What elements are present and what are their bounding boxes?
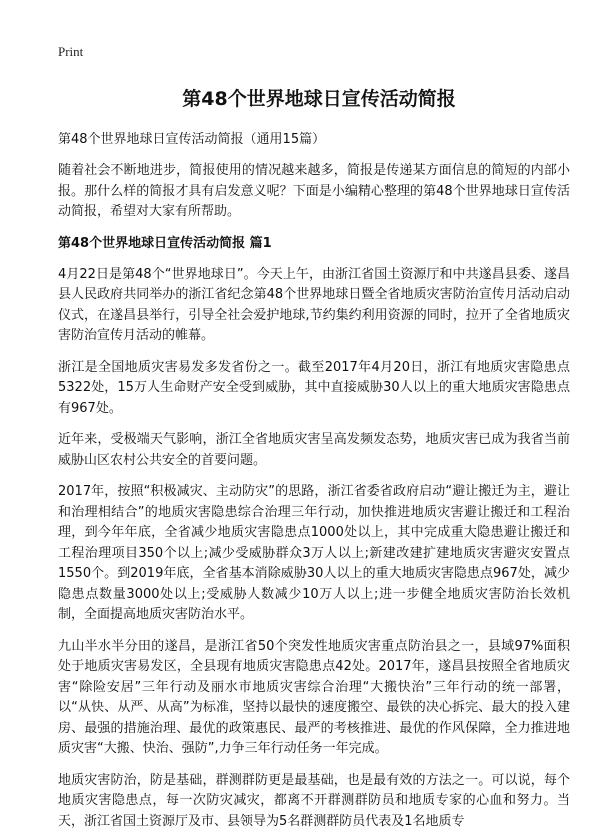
document-title: 第48个世界地球日宣传活动简报	[58, 86, 570, 112]
body-paragraph-2: 浙江是全国地质灾害易发多发省份之一。截至2017年4月20日，浙江有地质灾害隐患点5322处，15万人生命财产安全受到威胁，其中直接威胁30人以上的重大地质灾害隐患点有967处。	[58, 358, 570, 420]
document-subtitle: 第48个世界地球日宣传活动简报（通用15篇）	[58, 130, 570, 150]
print-link[interactable]: Print	[58, 44, 570, 60]
body-paragraph-5: 九山半水半分田的遂昌，是浙江省50个突发性地质灾害重点防治县之一，县域97%面积处于地质灾害易发区，全县现有地质灾害隐患点42处。2017年，遂昌县按照全省地质灾害“除险安居”三年行动及丽水市地质灾害综合治理“大搬快治”三年行动的统一部署，以“从快、从严、从高”为标准，坚持以最快的速度搬空、最铁的决心拆完、最大的投入建房、最强的措施治理、最优的政策惠民、最严的考核推进、最优的作风保障，全力推进地质灾害“大搬、快治、强防”,力争三年行动任务一年完成。	[58, 637, 570, 760]
body-paragraph-3: 近年来，受极端天气影响，浙江全省地质灾害呈高发频发态势，地质灾害已成为我省当前威胁山区农村公共安全的首要问题。	[58, 430, 570, 471]
intro-paragraph: 随着社会不断地进步，简报使用的情况越来越多，简报是传递某方面信息的简短的内部小报。那什么样的简报才具有启发意义呢？下面是小编精心整理的第48个世界地球日宣传活动简报，希望对大家有所帮助。	[58, 161, 570, 223]
section-heading: 第48个世界地球日宣传活动简报 篇1	[58, 234, 570, 254]
body-paragraph-1: 4月22日是第48个“世界地球日”。今天上午，由浙江省国土资源厅和中共遂昌县委、遂昌县人民政府共同举办的浙江省纪念第48个世界地球日暨全省地质灾害防治宣传月活动启动仪式，在遂昌县举行，引导全社会爱护地球,节约集约利用资源的同时，拉开了全省地质灾害防治宣传月活动的帷幕。	[58, 265, 570, 347]
body-paragraph-4: 2017年，按照“积极减灾、主动防灾”的思路，浙江省委省政府启动“避让搬迁为主，避让和治理相结合”的地质灾害隐患综合治理三年行动，加快推进地质灾害避让搬迁和工程治理，到今年年底，全省减少地质灾害隐患点1000处以上，其中完成重大隐患避让搬迁和工程治理项目350个以上;减少受威胁群众3万人以上;新建改建扩建地质灾害避灾安置点1550个。到2019年底，全省基本消除威胁30人以上的重大地质灾害隐患点967处，减少隐患点数量3000处以上;受威胁人数减少10万人以上;进一步健全地质灾害防治长效机制，全面提高地质灾害防治水平。	[58, 482, 570, 626]
body-paragraph-6: 地质灾害防治，防是基础，群测群防更是最基础，也是最有效的方法之一。可以说，每个地质灾害隐患点，每一次防灾减灾，都离不开群测群防员和地质专家的心血和努力。当天，浙江省国土资源厅及市、县领导为5名群测群防员代表及1名地质专	[58, 771, 570, 832]
